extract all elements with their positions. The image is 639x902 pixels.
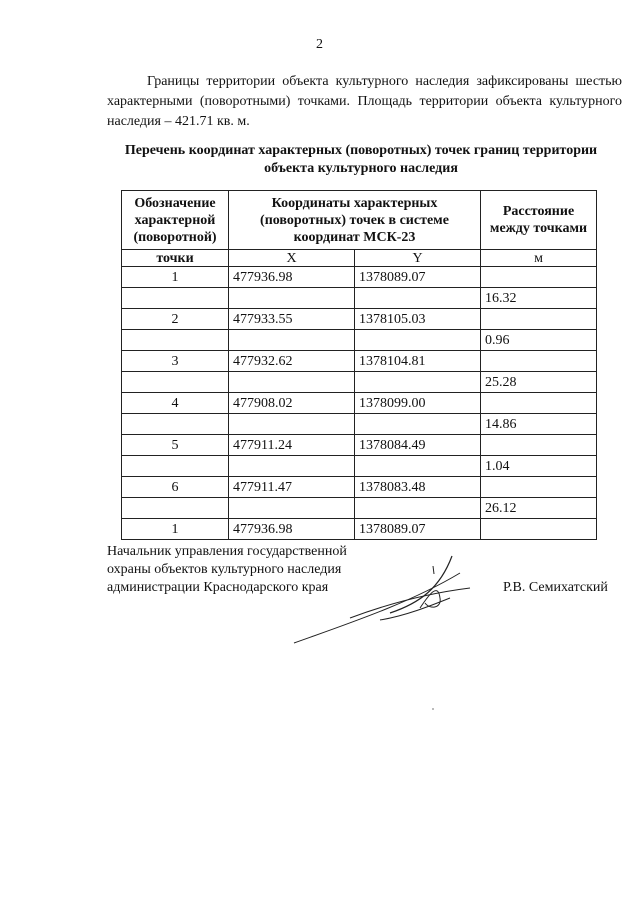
table-row (122, 309, 597, 330)
cell-point: 5 (122, 435, 229, 456)
table-row (122, 519, 597, 540)
cell-point (122, 498, 229, 519)
header-point-line4: точки (122, 250, 229, 267)
table-row (122, 414, 597, 435)
cell-x: 477936.98 (229, 519, 355, 540)
header-coords (229, 191, 481, 250)
intro-paragraph (107, 72, 622, 132)
cell-x (229, 498, 355, 519)
cell-point: 4 (122, 393, 229, 414)
cell-x: 477911.47 (229, 477, 355, 498)
cell-x: 477933.55 (229, 309, 355, 330)
cell-x (229, 330, 355, 351)
table-row (122, 351, 597, 372)
table-row (122, 456, 597, 477)
cell-distance (481, 393, 597, 414)
signature-title-line2: охраны объектов культурного наследия (107, 562, 342, 577)
cell-x (229, 288, 355, 309)
header-distance-line1: Расстояние (502, 204, 575, 219)
scan-dot (432, 708, 434, 710)
cell-point (122, 456, 229, 477)
signer-name: Р.В. Семихатский (503, 580, 608, 595)
cell-distance: 1.04 (481, 456, 597, 477)
cell-x: 477936.98 (229, 267, 355, 288)
signature-title-line1: Начальник управления государственной (107, 544, 347, 559)
subheader-x: X (229, 250, 355, 267)
cell-x (229, 414, 355, 435)
cell-distance (481, 351, 597, 372)
cell-distance (481, 309, 597, 330)
header-point (122, 191, 229, 250)
cell-y (355, 498, 481, 519)
cell-y: 1378099.00 (355, 393, 481, 414)
cell-point (122, 330, 229, 351)
header-distance (481, 191, 597, 250)
cell-x: 477911.24 (229, 435, 355, 456)
cell-distance (481, 267, 597, 288)
cell-x (229, 372, 355, 393)
cell-y: 1378083.48 (355, 477, 481, 498)
table-row (122, 288, 597, 309)
cell-point: 2 (122, 309, 229, 330)
handwritten-signature (290, 548, 480, 648)
subheader-y: Y (355, 250, 481, 267)
cell-distance: 14.86 (481, 414, 597, 435)
cell-y (355, 456, 481, 477)
cell-point: 1 (122, 519, 229, 540)
header-coords-line2: (поворотных) точек в системе (260, 212, 449, 228)
header-point-line2: характерной (134, 212, 216, 228)
cell-point: 3 (122, 351, 229, 372)
cell-y (355, 330, 481, 351)
cell-distance: 0.96 (481, 330, 597, 351)
table-row (122, 267, 597, 288)
signature-title-line3: администрации Краснодарского края (107, 580, 329, 595)
table-row (122, 330, 597, 351)
header-coords-line1: Координаты характерных (271, 195, 438, 211)
cell-y: 1378084.49 (355, 435, 481, 456)
cell-y (355, 372, 481, 393)
table-row (122, 435, 597, 456)
table-row (122, 498, 597, 519)
cell-point (122, 372, 229, 393)
header-coords-line3: координат МСК-23 (293, 229, 416, 245)
cell-point (122, 288, 229, 309)
table-header-row (122, 191, 597, 250)
table-subheader-row (122, 250, 597, 267)
header-distance-line2: между точками (489, 221, 588, 236)
cell-y (355, 288, 481, 309)
cell-distance (481, 477, 597, 498)
cell-distance: 25.28 (481, 372, 597, 393)
coordinates-table (121, 190, 597, 540)
header-point-line1: Обозначение (134, 195, 216, 211)
table-body (122, 267, 597, 540)
table-row (122, 393, 597, 414)
cell-x: 477908.02 (229, 393, 355, 414)
cell-y: 1378104.81 (355, 351, 481, 372)
cell-x: 477932.62 (229, 351, 355, 372)
cell-distance: 16.32 (481, 288, 597, 309)
header-point-line3: (поворотной) (133, 229, 217, 245)
cell-point: 1 (122, 267, 229, 288)
cell-point: 6 (122, 477, 229, 498)
cell-point (122, 414, 229, 435)
table-row (122, 477, 597, 498)
cell-distance (481, 435, 597, 456)
cell-y: 1378089.07 (355, 267, 481, 288)
cell-y (355, 414, 481, 435)
list-title (100, 142, 622, 178)
list-title-line2: объекта культурного наследия (264, 161, 458, 176)
list-title-line1: Перечень координат характерных (поворотных) точек границ территории (124, 143, 598, 158)
cell-distance: 26.12 (481, 498, 597, 519)
cell-y: 1378105.03 (355, 309, 481, 330)
cell-y: 1378089.07 (355, 519, 481, 540)
cell-distance (481, 519, 597, 540)
intro-text: Границы территории объекта культурного наследия зафиксированы шестью характерными (поворотными) точками. Площадь территории объекта культурного наследия – 421.71 кв. м. (107, 74, 622, 129)
subheader-unit: м (481, 250, 597, 267)
table-row (122, 372, 597, 393)
cell-x (229, 456, 355, 477)
page-number: 2 (316, 37, 323, 52)
